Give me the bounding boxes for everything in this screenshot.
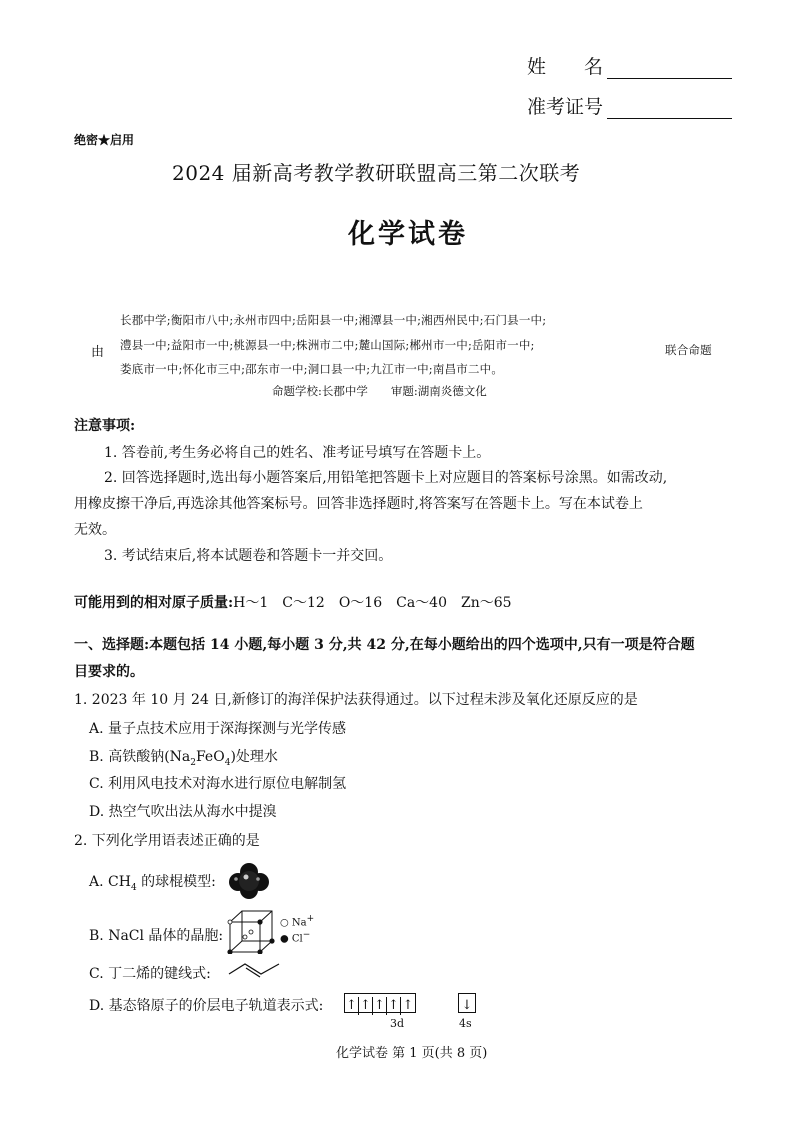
- notice-title: 注意事项:: [74, 418, 136, 434]
- ch4-ball-stick-model: [224, 860, 274, 900]
- schools-prefix: 由: [91, 345, 105, 360]
- q2-option-b: B. NaCl 晶体的晶胞:: [89, 928, 224, 944]
- q2-option-d: D. 基态铬原子的价层电子轨道表示式:: [89, 998, 324, 1014]
- exam-title: 2024 届新高考教学教研联盟高三第二次联考: [172, 161, 581, 185]
- name-blank[interactable]: [607, 60, 732, 79]
- q2-a-suffix: 的球棍模型:: [136, 874, 216, 890]
- orbital-3d-box: ↑: [345, 997, 359, 1015]
- nacl-legend-na: ○ Na+: [280, 914, 315, 929]
- subject-title: 化学试卷: [348, 219, 468, 250]
- cr-4s-orbital-box: [458, 993, 476, 1013]
- nacl-legend: [280, 913, 314, 946]
- q2-option-c: C. 丁二烯的键线式:: [89, 966, 211, 982]
- ticket-field: [527, 92, 732, 119]
- q1-option-c: C. 利用风电技术对海水进行原位电解制氢: [89, 776, 347, 792]
- joint-proposition: 联合命题: [665, 343, 712, 357]
- orbital-3d-box: ↑: [387, 997, 401, 1015]
- schools-line-3: 娄底市一中;怀化市三中;邵东市一中;洞口县一中;九江市一中;南昌市二中。: [120, 362, 504, 376]
- notice-item-2-line-2: 用橡皮擦干净后,再选涂其他答案标号。回答非选择题时,将答案写在答题卡上。写在本试卷上: [74, 496, 643, 512]
- nacl-unit-cell-diagram: [226, 908, 278, 954]
- q1-b-suffix: )处理水: [230, 749, 278, 765]
- q1-b-mid: FeO: [195, 749, 225, 765]
- atomic-mass-label: 可能用到的相对原子质量:: [74, 595, 234, 611]
- label-3d: 3d: [390, 1017, 405, 1030]
- nacl-legend-cl: ● Cl−: [280, 930, 311, 945]
- ticket-blank[interactable]: [607, 100, 732, 119]
- orbital-3d-box: ↑: [402, 998, 414, 1013]
- name-label: 姓 名: [527, 56, 604, 78]
- atomic-mass-values: H～1 C～12 O～16 Ca～40 Zn～65: [233, 595, 512, 611]
- q2-stem: 2. 下列化学用语表述正确的是: [74, 833, 260, 849]
- label-4s: 4s: [459, 1017, 472, 1030]
- q1-option-d: D. 热空气吹出法从海水中提溴: [89, 804, 277, 820]
- notice-item-2-line-3: 无效。: [74, 522, 116, 538]
- q2-a-sub: 4: [130, 882, 137, 893]
- q1-b-sub-1: 2: [190, 757, 196, 768]
- q1-option-a: A. 量子点技术应用于深海探测与光学传感: [89, 721, 347, 737]
- q1-b-sub-2: 4: [224, 757, 231, 768]
- notice-item-1: 1. 答卷前,考生务必将自己的姓名、准考证号填写在答题卡上。: [104, 445, 491, 461]
- schools-line-2: 澧县一中;益阳市一中;桃源县一中;株洲市二中;麓山国际;郴州市一中;岳阳市一中;: [120, 338, 535, 352]
- name-field: [527, 52, 732, 79]
- schools-line-1: 长郡中学;衡阳市八中;永州市四中;岳阳县一中;湘潭县一中;湘西州民中;石门县一中;: [120, 313, 547, 327]
- ticket-label: 准考证号: [527, 96, 604, 118]
- section-1-heading-line-2: 目要求的。: [74, 664, 144, 680]
- orbital-4s-box: ↓: [461, 998, 473, 1013]
- q2-a-prefix: A. CH: [89, 874, 131, 890]
- notice-item-3: 3. 考试结束后,将本试题卷和答题卡一并交回。: [104, 548, 393, 564]
- q1-stem: 1. 2023 年 10 月 24 日,新修订的海洋保护法获得通过。以下过程未涉及氧化还原反应的是: [74, 692, 638, 708]
- secret-label: 绝密★启用: [74, 133, 135, 147]
- orbital-3d-box: ↑: [373, 997, 387, 1015]
- section-1-heading-line-1: 一、选择题:本题包括 14 小题,每小题 3 分,共 42 分,在每小题给出的四个选项中,只有一项是符合题: [74, 637, 695, 653]
- q1-option-b: [89, 746, 278, 768]
- q2-option-a: [89, 871, 216, 893]
- notice-item-2-line-1: 2. 回答选择题时,选出每小题答案后,用铅笔把答题卡上对应题目的答案标号涂黑。如需改动,: [104, 470, 668, 486]
- q1-b-prefix: B. 高铁酸钠(Na: [89, 749, 191, 765]
- butadiene-skeletal-formula: [227, 960, 289, 978]
- cr-3d-orbital-boxes: [344, 993, 416, 1013]
- page-footer: 化学试卷 第 1 页(共 8 页): [336, 1046, 488, 1061]
- proposer-line: 命题学校:长郡中学 审题:湖南炎德文化: [272, 384, 487, 398]
- atomic-mass-line: [74, 592, 512, 614]
- orbital-3d-box: ↑: [359, 997, 373, 1015]
